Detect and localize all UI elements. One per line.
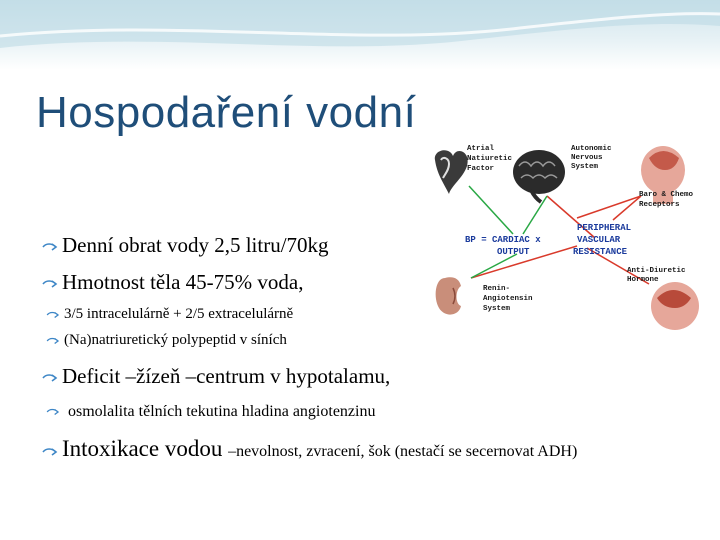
label-output: OUTPUT — [497, 247, 530, 257]
label-anf-1: Atrial — [467, 145, 495, 153]
label-anf-2: Natiuretic — [467, 155, 513, 163]
label-ras-2: Angiotensin — [483, 295, 533, 303]
label-ras-3: System — [483, 305, 511, 313]
bullet-arrow-icon — [46, 332, 60, 349]
label-pvr-1: PERIPHERAL — [577, 223, 632, 233]
bullet-text: osmolalita tělních tekutina hladina angiotenzinu — [68, 403, 376, 420]
bullet-item — [42, 233, 329, 258]
bullet-arrow-icon — [46, 306, 60, 323]
label-bp-equation: BP = CARDIAC x — [465, 235, 541, 245]
decorative-header-band — [0, 0, 720, 70]
bullet-text: Hmotnost těla 45-75% voda, — [62, 270, 304, 294]
bullet-item — [46, 332, 287, 349]
bullet-text: Deficit –žízeň –centrum v hypotalamu, — [62, 364, 391, 388]
label-ans-1: Autonomic — [571, 145, 612, 153]
bullet-item — [42, 364, 390, 389]
label-adh-1: Anti-Diuretic — [627, 267, 686, 275]
label-ans-2: Nervous — [571, 154, 603, 162]
bullet-arrow-icon — [42, 441, 58, 463]
bullet-item — [46, 306, 293, 323]
bullet-arrow-icon — [42, 364, 58, 389]
label-ras-1: Renin- — [483, 285, 511, 293]
bullet-text: Denní obrat vody 2,5 litru/70kg — [62, 233, 329, 257]
bullet-text: (Na)natriuretický polypeptid v síních — [64, 332, 287, 348]
label-anf-3: Factor — [467, 165, 495, 173]
bullet-item — [42, 438, 652, 463]
bullet-arrow-icon — [46, 403, 60, 421]
label-pvr-3: RESISTANCE — [573, 247, 628, 257]
bullet-item — [46, 403, 375, 421]
label-receptors: Receptors — [639, 201, 680, 209]
label-ans-3: System — [571, 163, 599, 171]
bullet-lead-text: Intoxikace vodou — [62, 436, 229, 461]
label-pvr-2: VASCULAR — [577, 235, 621, 245]
head-illustration-bottom — [651, 282, 699, 330]
bullet-arrow-icon — [42, 233, 58, 258]
bullet-arrow-icon — [42, 270, 58, 295]
bullet-item — [42, 270, 303, 295]
label-adh-2: Hormone — [627, 276, 659, 284]
decorative-wave-graphic — [0, 0, 720, 70]
bullet-text: 3/5 intracelulárně + 2/5 extracelulárně — [64, 306, 294, 322]
blood-pressure-diagram — [427, 138, 710, 334]
bullet-text: –nevolnost, zvracení, šok (nestačí se secernovat ADH) — [228, 443, 578, 460]
slide-title: Hospodaření vodní — [36, 88, 417, 137]
label-baro: Baro & Chemo — [639, 191, 694, 199]
